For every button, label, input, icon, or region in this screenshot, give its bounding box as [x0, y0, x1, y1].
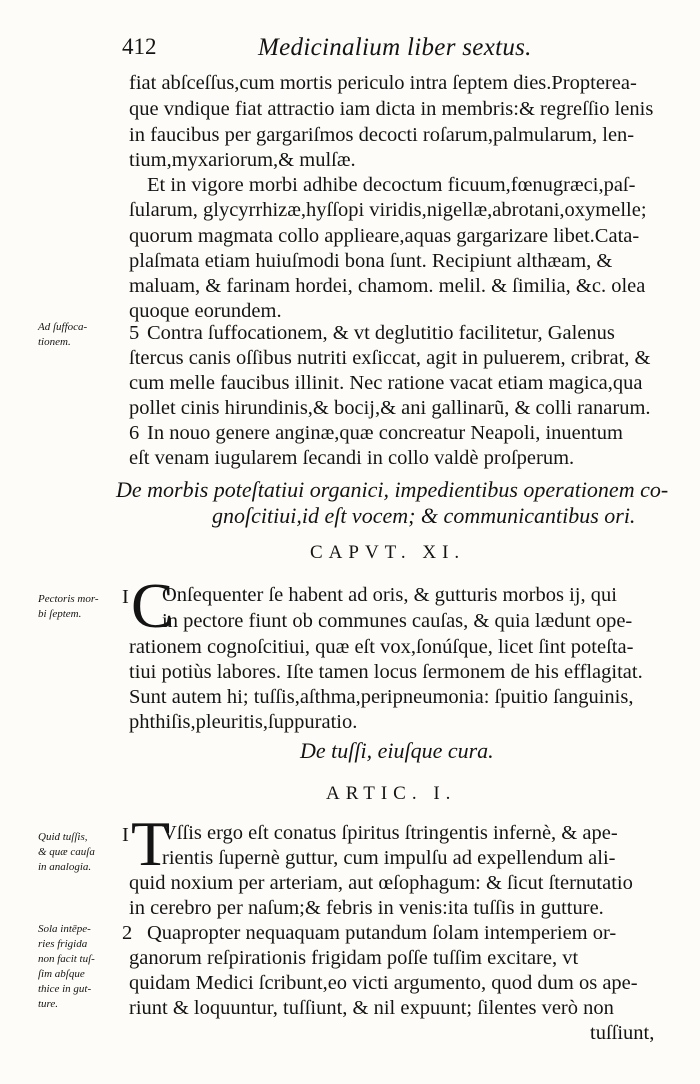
- text-line: Sunt autem hi; tuſſis,aſthma,peripneumonia: ſpuitio ſanguinis,: [129, 686, 634, 708]
- text-line: Quapropter nequaquam putandum ſolam intemperiem or-: [147, 922, 617, 944]
- margin-note-line: & quæ cauſa: [38, 846, 95, 858]
- text-line: tiui potiùs labores. Iſte tamen locus ſermonem de his efflagitat.: [129, 661, 643, 683]
- text-line: ſtercus canis oſſibus nutriti exſiccat, agit in puluerem, cribrat, &: [129, 347, 651, 369]
- margin-note-line: non facit tuſ-: [38, 953, 95, 965]
- margin-note-line: in analogia.: [38, 861, 92, 873]
- text-line: tium,myxariorum,& mulſæ.: [129, 149, 356, 171]
- text-line: in cerebro per naſum;& febris in venis:ita tuſſis in gutture.: [129, 897, 604, 919]
- running-title: Medicinalium liber sextus.: [258, 34, 532, 61]
- article-number: ARTIC. I.: [326, 783, 457, 804]
- paragraph-number: I: [122, 824, 129, 846]
- text-line: riunt & loquuntur, tuſſiunt, & nil expuunt; ſilentes verò non: [129, 997, 614, 1019]
- text-line: quidam Medici ſcribunt,eo victi argumento, quod dum os ape-: [129, 972, 638, 994]
- text-line: que vndique fiat attractio iam dicta in membris:& regreſſio lenis: [129, 98, 654, 120]
- page-header: [0, 34, 700, 74]
- text-line: rientis ſupernè guttur, cum impulſu ad expellendum ali-: [162, 847, 616, 869]
- text-line: in faucibus per gargariſmos decocti roſarum,palmularum, len-: [129, 124, 635, 146]
- paragraph-number: I: [122, 586, 129, 608]
- text-line: rationem cognoſcitiui, quæ eſt vox,ſonúſque, licet ſint poteſta-: [129, 636, 634, 658]
- text-line: fiat abſceſſus,cum mortis periculo intra ſeptem dies.Propterea-: [129, 72, 637, 94]
- text-line: maluam, & farinam hordei, chamom. melil. & ſimilia, &c. olea: [129, 275, 646, 297]
- text-line: In nouo genere anginæ,quæ concreatur Neapoli, inuentum: [147, 422, 623, 444]
- margin-note-line: ſim abſque: [38, 968, 85, 980]
- margin-note-pectoris: [38, 592, 120, 622]
- text-line: Contra ſuffocationem, & vt deglutitio facilitetur, Galenus: [147, 322, 615, 344]
- text-line: eſt venam iugularem ſecandi in collo valdè proſperum.: [129, 447, 575, 469]
- chapter-heading: gnoſcitiui,id eſt vocem; & communicantibus ori.: [212, 503, 636, 528]
- margin-note-line: bi ſeptem.: [38, 608, 82, 620]
- drop-capital: C: [131, 570, 174, 641]
- margin-note-quid: [38, 830, 120, 875]
- drop-capital: T: [131, 808, 171, 879]
- text-line: Vſſis ergo eſt conatus ſpiritus ſtringentis infernè, & ape-: [162, 822, 618, 844]
- section-title: De tuſſi, eiuſque cura.: [300, 738, 494, 763]
- text-line: Onſequenter ſe habent ad oris, & gutturis morbos ij, qui: [162, 584, 617, 606]
- text-line: pollet cinis hirundinis,& bocij,& ani gallinarũ, & colli ranarum.: [129, 397, 651, 419]
- text-line: in pectore fiunt ob communes cauſas, & quia lædunt ope-: [162, 610, 633, 632]
- page-number: 412: [122, 34, 157, 59]
- paragraph-number: 6: [129, 422, 140, 444]
- margin-note-line: Sola intēpe-: [38, 923, 91, 935]
- margin-note-line: Ad ſuffoca-: [38, 321, 88, 333]
- margin-note-line: thice in gut-: [38, 983, 92, 995]
- text-line: cum melle faucibus illinit. Nec ratione vacat etiam magica,qua: [129, 372, 643, 394]
- margin-note-suffocation: [38, 320, 120, 350]
- text-line: phthiſis,pleuritis,ſuppuratio.: [129, 711, 358, 733]
- text-line: ſularum, glycyrrhizæ,hyſſopi viridis,nigellæ,abrotani,oxymelle;: [129, 199, 647, 221]
- margin-note-sola: [38, 922, 120, 1012]
- paragraph-number: 2: [122, 922, 133, 944]
- text-line: ganorum reſpirationis frigidam poſſe tuſſim excitare, vt: [129, 947, 579, 969]
- margin-note-line: ries frigida: [38, 938, 88, 950]
- margin-note-line: ture.: [38, 998, 59, 1010]
- text-line: quorum magmata collo applieare,aquas gargarizare libet.Cata-: [129, 225, 640, 247]
- text-line: quoque eorundem.: [129, 300, 282, 322]
- paragraph-number: 5: [129, 322, 140, 344]
- margin-note-line: Pectoris mor-: [38, 593, 99, 605]
- text-line: quid noxium per arteriam, aut œſophagum: & ſicut ſternutatio: [129, 872, 633, 894]
- text-line: tuſſiunt,: [590, 1022, 655, 1044]
- text-line: plaſmata etiam huiuſmodi bona ſunt. Recipiunt althæam, &: [129, 250, 613, 272]
- margin-note-line: tionem.: [38, 336, 71, 348]
- chapter-heading: De morbis poteſtatiui organici, impedientibus operationem co-: [116, 477, 669, 502]
- margin-note-line: Quid tuſſis,: [38, 831, 88, 843]
- text-line: Et in vigore morbi adhibe decoctum ficuum,fœnugræci,paſ-: [147, 174, 636, 196]
- chapter-number: CAPVT. XI.: [310, 542, 466, 563]
